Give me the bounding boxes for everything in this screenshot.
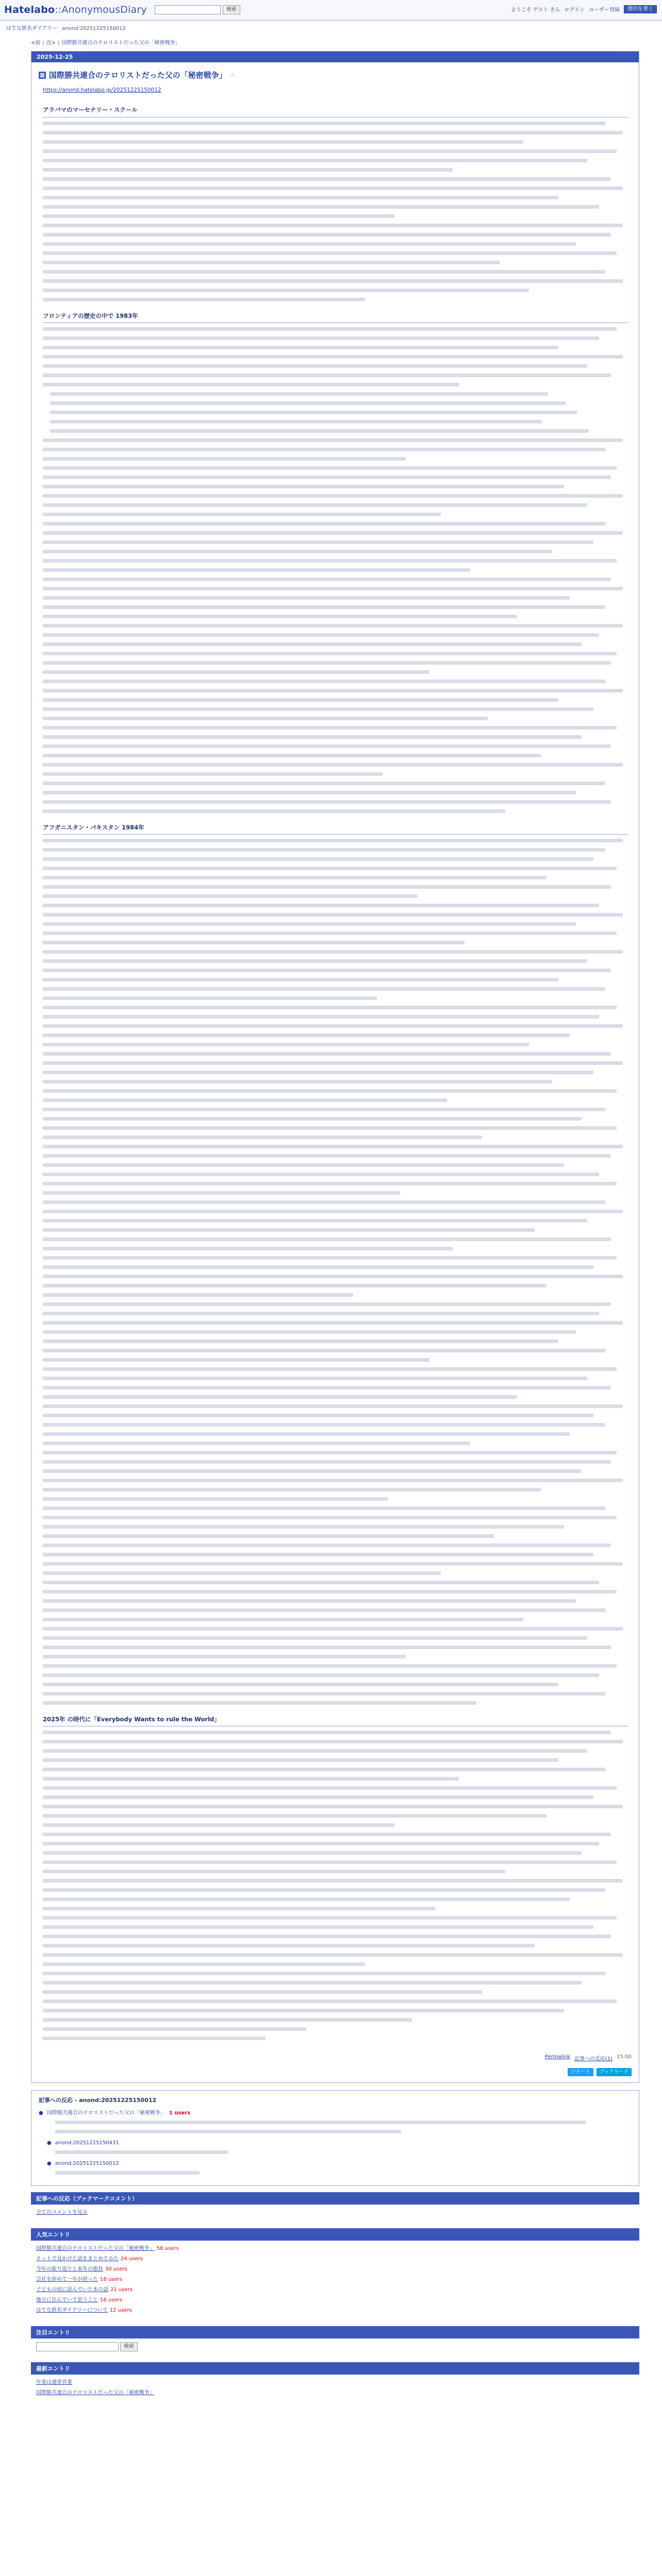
users-badge[interactable]: 30 users xyxy=(105,2266,127,2273)
comment-excerpt xyxy=(55,2171,632,2175)
entry-date: 2025-12-25 xyxy=(31,52,639,62)
module-heading: 注目エントリ xyxy=(31,2326,639,2338)
latest-item xyxy=(36,2388,634,2398)
comments-title: 記事への反応 - anond:20251225150012 xyxy=(39,2097,157,2104)
entry-footer xyxy=(31,2054,639,2068)
tweet-button[interactable]: ツイート xyxy=(568,2068,593,2076)
crumb-entry-link[interactable]: 国際勝共連合のテロリストだった父の「秘密戦争」 xyxy=(61,40,180,46)
section-heading: アラバマのマーセナリー・スクール xyxy=(43,105,628,117)
bullet-icon: ● xyxy=(47,2140,52,2146)
latest-item xyxy=(36,2378,634,2388)
popular-item xyxy=(36,2244,634,2254)
popular-item-link[interactable]: 地方に住んでいて思うこと xyxy=(36,2297,98,2303)
section-3-text xyxy=(43,839,628,1705)
module-search-input[interactable] xyxy=(36,2342,119,2351)
entry-time: 15:00 xyxy=(617,2054,632,2060)
all-comments-link[interactable]: 全てのコメントを見る xyxy=(36,2210,88,2216)
popular-item xyxy=(36,2254,634,2264)
header-links xyxy=(511,5,657,13)
share-buttons xyxy=(31,2068,639,2082)
popular-item xyxy=(36,2295,634,2306)
module-search-button[interactable]: 検索 xyxy=(120,2342,138,2351)
section-4-text xyxy=(43,1731,628,2040)
comment-item xyxy=(47,2139,632,2147)
users-badge[interactable]: 24 users xyxy=(121,2256,143,2262)
next-link[interactable]: 次> xyxy=(46,40,56,46)
bullet-icon: ● xyxy=(47,2161,52,2167)
entry-body xyxy=(31,86,639,2054)
section-1-text xyxy=(43,122,628,301)
module-popular xyxy=(31,2228,639,2320)
global-header xyxy=(0,0,662,21)
module-bookmark-comments xyxy=(31,2192,639,2222)
comment-excerpt xyxy=(55,2121,632,2133)
write-button[interactable]: 増田を書く xyxy=(624,5,657,13)
header-link-register[interactable]: ユーザー登録 xyxy=(589,7,620,13)
main-wrap xyxy=(31,38,639,2402)
users-badge[interactable]: 58 users xyxy=(156,2246,179,2252)
popular-item-link[interactable]: はてな匿名ダイアリーについて xyxy=(36,2308,108,2314)
entry-url-line xyxy=(43,86,628,95)
module-heading: 人気エントリ xyxy=(31,2228,639,2241)
header-search-input[interactable] xyxy=(155,5,221,14)
section-heading: フロンティアの歴史の中で 1983年 xyxy=(43,311,628,323)
comments-section xyxy=(31,2090,639,2186)
popular-item-link[interactable]: 今年の振り返りと来年の抱負 xyxy=(36,2266,103,2273)
module-body xyxy=(31,2375,639,2402)
permalink[interactable]: Permalink xyxy=(544,2054,570,2060)
header-search xyxy=(155,5,240,14)
latest-item-link[interactable]: 国際勝共連合のテロリストだった父の「秘密戦争」 xyxy=(36,2390,155,2396)
comment-excerpt xyxy=(55,2150,632,2154)
popular-item-link[interactable]: 国際勝共連合のテロリストだった父の「秘密戦争」 xyxy=(36,2246,155,2252)
module-heading: 最新エントリ xyxy=(31,2362,639,2375)
popular-item xyxy=(36,2285,634,2295)
header-link-login[interactable]: ログイン xyxy=(564,7,585,13)
entry-url-link[interactable]: https://anond.hatelabo.jp/20251225150012 xyxy=(43,87,161,93)
header-link-welcome[interactable]: ようこそ ゲスト さん xyxy=(510,7,560,13)
module-body xyxy=(31,2241,639,2320)
entry-title xyxy=(39,70,632,80)
section-heading: 2025年 の時代に「Everybody Wants to rule the World」 xyxy=(43,1714,628,1726)
comment-item xyxy=(39,2109,632,2117)
module-search xyxy=(31,2326,639,2356)
users-badge[interactable]: 16 users xyxy=(100,2297,122,2303)
popular-item xyxy=(36,2275,634,2285)
bullet-icon: ● xyxy=(39,2110,43,2116)
subbar-id: anond:20251225150012 xyxy=(62,26,126,31)
popular-item xyxy=(36,2264,634,2275)
entry-title-link[interactable]: 国際勝共連合のテロリストだった父の「秘密戦争」 xyxy=(49,71,227,80)
module-latest xyxy=(31,2362,639,2402)
entry xyxy=(31,51,639,2083)
site-logo[interactable]: Hatelabo::AnonymousDiary xyxy=(4,4,147,15)
users-badge[interactable]: 18 users xyxy=(100,2277,122,2283)
latest-item-link[interactable]: 作業は通常営業 xyxy=(36,2380,72,2386)
popular-item-link[interactable]: ネットで見かけた話をまとめてみた xyxy=(36,2256,119,2262)
star-icon[interactable]: ☆ xyxy=(229,72,235,78)
users-badge[interactable]: 12 users xyxy=(109,2308,132,2314)
comment-link[interactable]: anond:20251225150012 xyxy=(55,2161,119,2167)
header-search-button[interactable]: 検索 xyxy=(223,5,240,14)
entry-icon xyxy=(39,72,46,79)
hatena-bookmark-button[interactable]: ブックマーク xyxy=(597,2068,632,2076)
popular-item-link[interactable]: 子どもの頃に読んでいた本の話 xyxy=(36,2287,108,2293)
section-2-text xyxy=(43,327,628,813)
users-badge[interactable]: 1 users xyxy=(169,2110,191,2116)
comment-link[interactable]: anond:20251225150431 xyxy=(55,2140,119,2146)
sub-bar xyxy=(0,21,662,33)
module-heading: 記事への反応（ブックマークコメント） xyxy=(31,2192,639,2205)
module-body xyxy=(31,2338,639,2356)
comments-count-link[interactable]: 記事への反応(1) xyxy=(574,2056,613,2062)
comment-item xyxy=(47,2160,632,2168)
section-heading: アフガニスタン・パキスタン 1984年 xyxy=(43,822,628,835)
popular-item xyxy=(36,2306,634,2316)
users-badge[interactable]: 21 users xyxy=(110,2287,133,2293)
popular-item-link[interactable]: 会社を辞めて一年が経った xyxy=(36,2277,98,2283)
subbar-home-link[interactable]: はてな匿名ダイアリー xyxy=(6,26,58,31)
module-body xyxy=(31,2205,639,2222)
breadcrumb: <前 | 次> | 国際勝共連合のテロリストだった父の「秘密戦争」 xyxy=(31,40,180,46)
prev-link[interactable]: <前 xyxy=(31,40,41,46)
comment-link[interactable]: 国際勝共連合のテロリストだった父の「秘密戦争」 xyxy=(46,2110,166,2116)
